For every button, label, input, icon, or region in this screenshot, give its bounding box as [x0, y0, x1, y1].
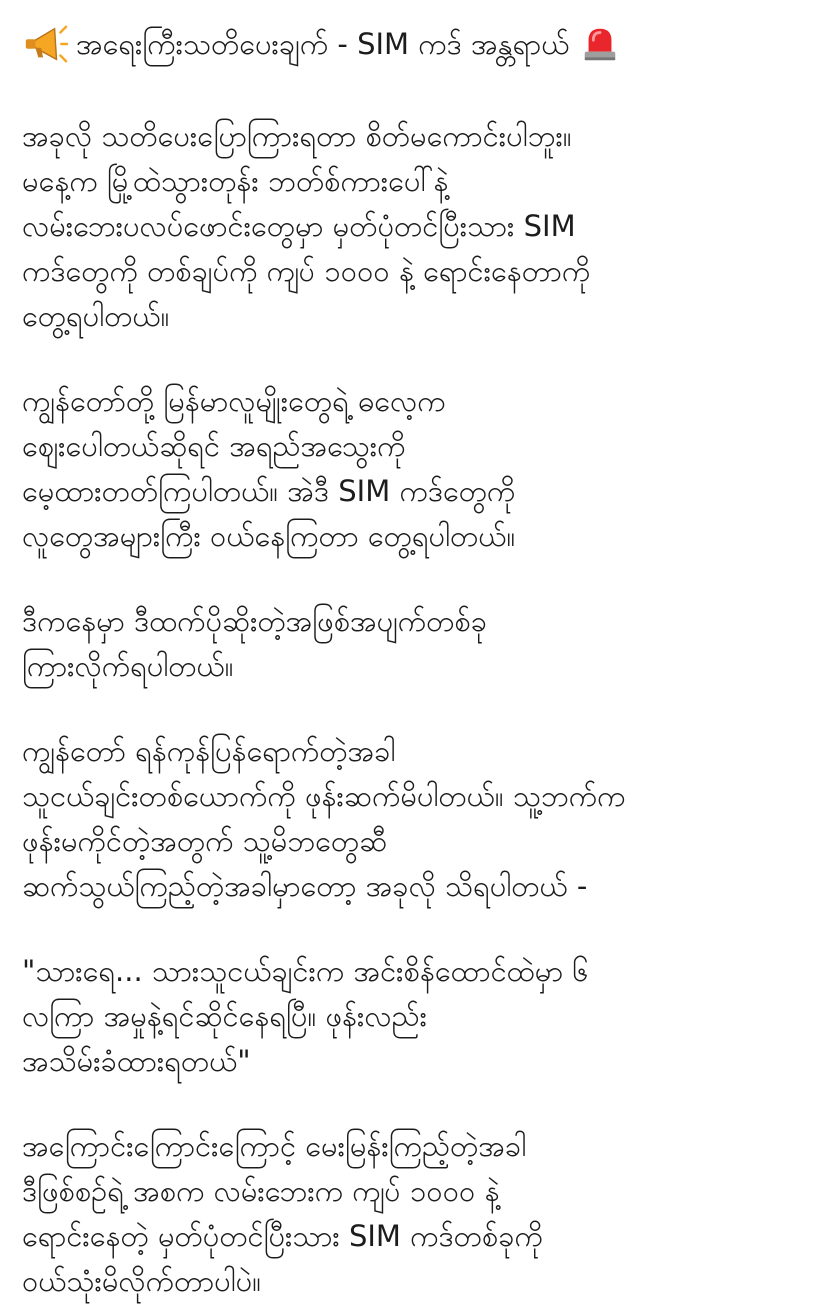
- text-line: အသိမ်းခံထားရတယ်": [22, 1044, 251, 1078]
- text-line: လမ်းဘေးပလပ်ဖောင်းတွေမှာ မှတ်ပုံတင်ပြီးသား SIM: [22, 209, 576, 243]
- text-line: တွေ့ရပါတယ်။: [22, 299, 170, 333]
- text-line: မေ့ထားတတ်ကြပါတယ်။ အဲဒီ SIM ကဒ်တွေကို: [22, 474, 516, 508]
- paragraph: [22, 729, 812, 909]
- paragraph: [22, 114, 812, 339]
- text-line: လူတွေအများကြီး ဝယ်နေကြတာ တွေ့ရပါတယ်။: [22, 519, 516, 553]
- text-line: မနေ့က မြို့ထဲသွားတုန်း ဘတ်စ်ကားပေါ်နဲ့: [22, 164, 449, 198]
- text-line: ဝယ်သုံးမိလိုက်တာပါပဲ။: [22, 1264, 261, 1298]
- text-line: အခုလို သတိပေးပြောကြားရတာ စိတ်မကောင်းပါဘူး။: [22, 119, 572, 153]
- text-line: ဖုန်းမကိုင်တဲ့အတွက် သူ့မိဘတွေဆီ: [22, 824, 388, 858]
- text-line: ဒီဖြစ်စဉ်ရဲ့ အစက လမ်းဘေးက ကျပ် ၁၀၀၀ နဲ့: [22, 1174, 500, 1208]
- text-line: ကြားလိုက်ရပါတယ်။: [22, 649, 234, 683]
- text-line: "သားရေ... သားသူငယ်ချင်းက အင်းစိန်ထောင်ထဲမှာ ၆: [22, 954, 589, 988]
- text-line: ကဒ်တွေကို တစ်ချပ်ကို ကျပ် ၁၀၀၀ နဲ့ ရောင်းနေတာကို: [22, 254, 591, 288]
- text-line: ရောင်းနေတဲ့ မှတ်ပုံတင်ပြီးသား SIM ကဒ်တစ်ခုကို: [22, 1219, 543, 1253]
- paragraph: [22, 379, 812, 559]
- post-body: [22, 14, 812, 1304]
- text-line: လကြာ အမှုနဲ့ရင်ဆိုင်နေရပြီ။ ဖုန်းလည်း: [22, 999, 427, 1033]
- paragraph: [22, 949, 812, 1084]
- text-line: သူငယ်ချင်းတစ်ယောက်ကို ဖုန်းဆက်မိပါတယ်။ သူ့ဘက်က: [22, 779, 626, 813]
- text-line: ဈေးပေါတယ်ဆိုရင် အရည်အသွေးကို: [22, 429, 406, 463]
- text-line: အကြောင်းကြောင်းကြောင့် မေးမြန်းကြည့်တဲ့အခါ: [22, 1129, 527, 1163]
- siren-icon: [579, 23, 621, 65]
- paragraph: [22, 1124, 812, 1304]
- paragraph: [22, 599, 812, 689]
- text-line: ကျွန်တော် ရန်ကုန်ပြန်ရောက်တဲ့အခါ: [22, 734, 396, 768]
- text-line: ဆက်သွယ်ကြည့်တဲ့အခါမှာတော့ အခုလို သိရပါတယ် -: [22, 869, 588, 903]
- post-title-text: အရေးကြီးသတိပေးချက် - SIM ကဒ် အန္တရာယ်: [76, 27, 570, 61]
- text-line: ကျွန်တော်တို့ မြန်မာလူမျိုးတွေရဲ့ ဓလေ့က: [22, 384, 446, 418]
- text-line: ဒီကနေမှာ ဒီထက်ပိုဆိုးတဲ့အဖြစ်အပျက်တစ်ခု: [22, 604, 488, 638]
- post-title: [22, 14, 812, 74]
- megaphone-icon: [22, 21, 68, 67]
